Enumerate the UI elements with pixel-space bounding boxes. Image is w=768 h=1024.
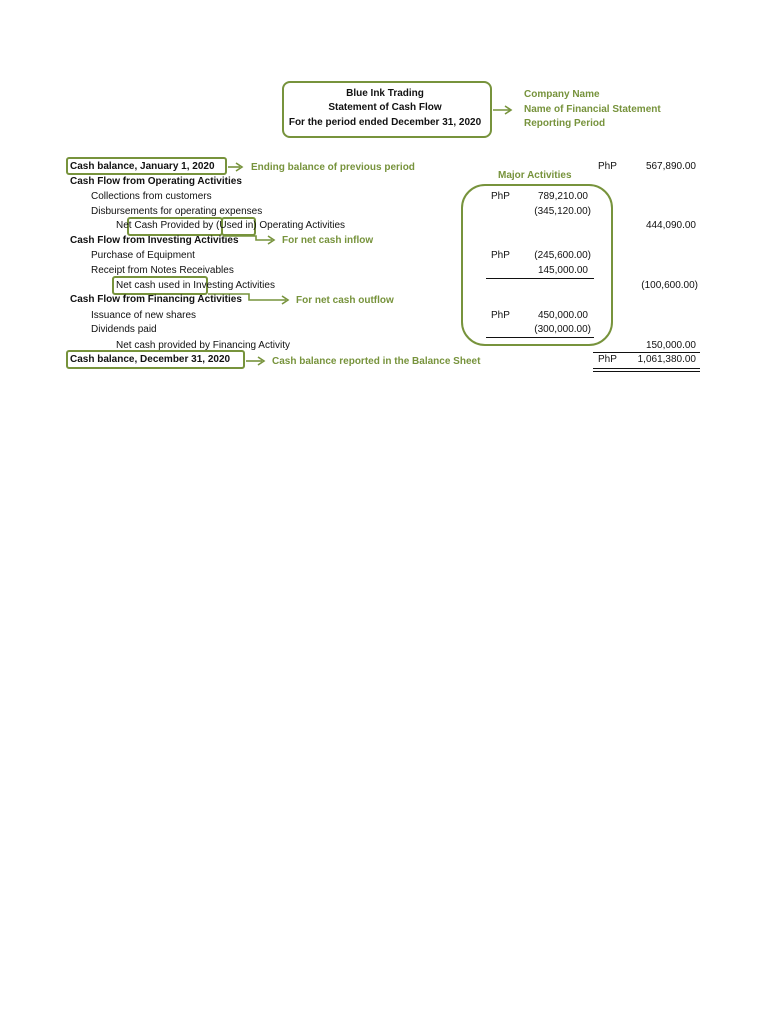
shares-currency: PhP bbox=[491, 310, 510, 321]
closing-balance-label: Cash balance, December 31, 2020 bbox=[70, 354, 231, 365]
annotation-net-outflow: For net cash outflow bbox=[296, 295, 394, 306]
financing-heading: Cash Flow from Financing Activities bbox=[70, 294, 242, 305]
notes-label: Receipt from Notes Receivables bbox=[91, 265, 234, 276]
annotation-major-activities: Major Activities bbox=[498, 170, 572, 181]
shares-label: Issuance of new shares bbox=[91, 310, 197, 321]
disbursements-label: Disbursements for operating expenses bbox=[91, 206, 263, 217]
dividends-value: (300,000.00) bbox=[534, 324, 591, 335]
equipment-value: (245,600.00) bbox=[534, 250, 591, 261]
net-op-provided: Cash Provided by ( bbox=[134, 220, 220, 231]
opening-balance-label: Cash balance, January 1, 2020 bbox=[70, 161, 215, 172]
annotation-company-name: Company Name bbox=[524, 89, 600, 100]
collections-value: 789,210.00 bbox=[537, 191, 588, 202]
notes-value: 145,000.00 bbox=[537, 265, 588, 276]
net-op-used: Used in bbox=[219, 220, 254, 231]
net-financing-value: 150,000.00 bbox=[645, 340, 696, 351]
opening-balance-value: 567,890.00 bbox=[645, 161, 696, 172]
collections-currency: PhP bbox=[491, 191, 510, 202]
operating-heading: Cash Flow from Operating Activities bbox=[70, 176, 242, 187]
equipment-label: Purchase of Equipment bbox=[91, 250, 195, 261]
closing-balance-value: 1,061,380.00 bbox=[637, 354, 696, 365]
net-financing-label: Net cash provided by Financing Activity bbox=[116, 340, 290, 351]
net-operating-label bbox=[116, 220, 345, 232]
arrow-outflow-head bbox=[282, 296, 288, 304]
arrow-header-head bbox=[505, 106, 511, 114]
opening-currency: PhP bbox=[598, 161, 617, 172]
arrow-inflow-head bbox=[268, 236, 274, 244]
reporting-period: For the period ended December 31, 2020 bbox=[288, 117, 482, 128]
company-name: Blue Ink Trading bbox=[346, 88, 424, 99]
net-investing-label: Net cash used in Investing Activities bbox=[116, 280, 275, 291]
equipment-currency: PhP bbox=[491, 250, 510, 261]
net-op-suffix: ) Operating Activities bbox=[253, 220, 346, 231]
financing-underline bbox=[486, 337, 594, 338]
total-underline bbox=[593, 352, 700, 353]
net-operating-value: 444,090.00 bbox=[645, 220, 696, 231]
annotation-statement-name: Name of Financial Statement bbox=[524, 104, 661, 115]
closing-double-underline-2 bbox=[593, 371, 700, 372]
net-investing-value: (100,600.00) bbox=[641, 280, 698, 291]
shares-value: 450,000.00 bbox=[537, 310, 588, 321]
collections-label: Collections from customers bbox=[91, 191, 212, 202]
arrow-closing-head bbox=[258, 357, 264, 365]
statement-title: Statement of Cash Flow bbox=[328, 102, 442, 113]
annotation-reporting-period: Reporting Period bbox=[524, 118, 606, 129]
net-op-prefix: Net bbox=[116, 220, 135, 231]
annotation-net-inflow: For net cash inflow bbox=[282, 235, 374, 246]
arrow-opening-head bbox=[236, 163, 242, 171]
disbursements-value: (345,120.00) bbox=[534, 206, 591, 217]
annotation-ending-prev: Ending balance of previous period bbox=[251, 162, 415, 173]
closing-currency: PhP bbox=[598, 354, 617, 365]
annotation-balance-sheet: Cash balance reported in the Balance Sheet bbox=[272, 356, 481, 367]
dividends-label: Dividends paid bbox=[91, 324, 157, 335]
investing-underline bbox=[486, 278, 594, 279]
investing-heading: Cash Flow from Investing Activities bbox=[70, 235, 239, 246]
closing-double-underline-1 bbox=[593, 368, 700, 369]
